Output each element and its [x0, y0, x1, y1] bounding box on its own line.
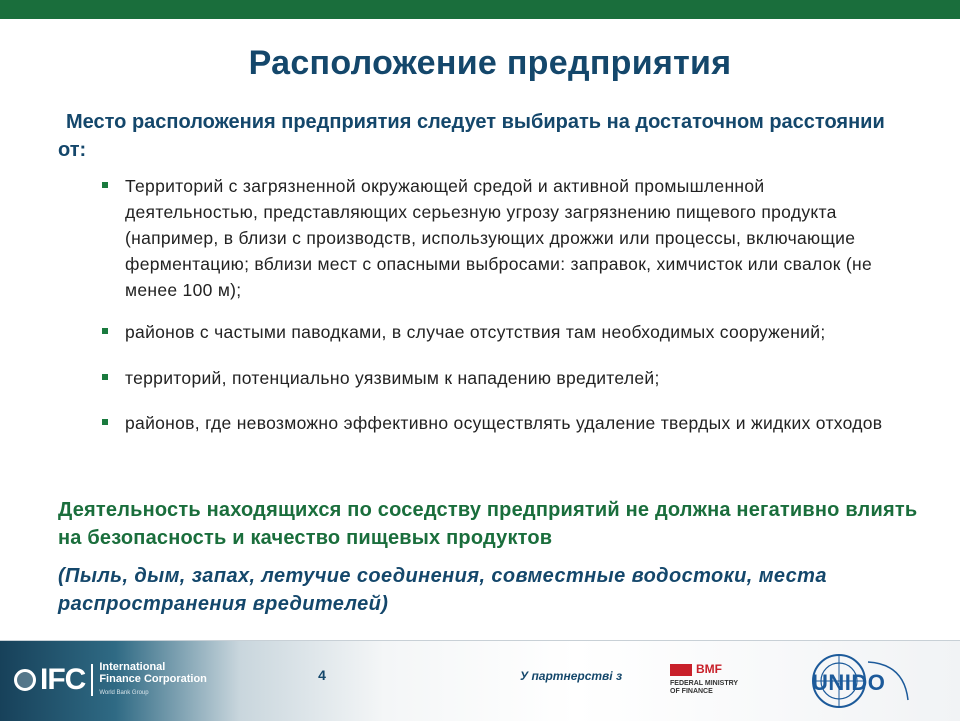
partnership-text: У партнерстві з — [520, 669, 623, 683]
examples-text: (Пыль, дым, запах, летучие соединения, совместные водостоки, места распространения вредителей) — [58, 565, 827, 615]
bullet-list — [100, 173, 900, 436]
square-bullet-icon — [102, 419, 108, 425]
globe-icon — [14, 669, 36, 691]
top-accent-bar — [0, 0, 960, 19]
bullet-item — [100, 365, 900, 391]
flag-icon — [670, 664, 692, 676]
bullet-item — [100, 319, 900, 345]
bullet-text: районов, где невозможно эффективно осуществлять удаление твердых и жидких отходов — [125, 413, 883, 433]
unido-logo — [806, 650, 916, 712]
square-bullet-icon — [102, 374, 108, 380]
ifc-name-line1: International — [99, 661, 166, 673]
ifc-mark: IFC — [40, 663, 86, 696]
ifc-name-line3: World Bank Group — [99, 690, 149, 696]
unido-wordmark: UNIDO — [812, 670, 886, 695]
ifc-name-line2: Finance Corporation — [99, 673, 207, 685]
bullet-item — [100, 173, 900, 303]
activity-statement: Деятельность находящихся по соседству предприятий не должна негативно влиять на безопасность и качество пищевых продуктов — [58, 499, 918, 549]
intro-text: Место расположения предприятия следует выбирать на достаточном расстоянии от: — [58, 111, 885, 161]
bullet-item — [100, 410, 900, 436]
bullet-text: территорий, потенциально уязвимым к нападению вредителей; — [125, 368, 660, 388]
bmf-name-line2: OF FINANCE — [670, 688, 713, 695]
bmf-name-line1: FEDERAL MINISTRY — [670, 680, 739, 687]
square-bullet-icon — [102, 182, 108, 188]
bmf-mark: BMF — [696, 662, 722, 676]
ifc-name — [99, 661, 207, 699]
square-bullet-icon — [102, 328, 108, 334]
page-number: 4 — [318, 667, 326, 683]
bullet-text: районов с частыми паводками, в случае отсутствия там необходимых сооружений; — [125, 322, 826, 342]
ifc-logo — [14, 662, 207, 698]
bmf-logo — [670, 662, 766, 698]
logo-divider — [91, 664, 93, 696]
slide-title: Расположение предприятия — [248, 44, 732, 82]
bullet-text: Территорий с загрязненной окружающей средой и активной промышленной деятельностью, представляющих серьезную угрозу загрязнению пищевого продукта (например, в близи с производств, использующих дрожжи или процессы, включающие ферментацию; вблизи мест с опасными выбросами: заправок, химчисток или свалок (не менее 100 м); — [125, 176, 873, 300]
bmf-name — [670, 680, 738, 696]
